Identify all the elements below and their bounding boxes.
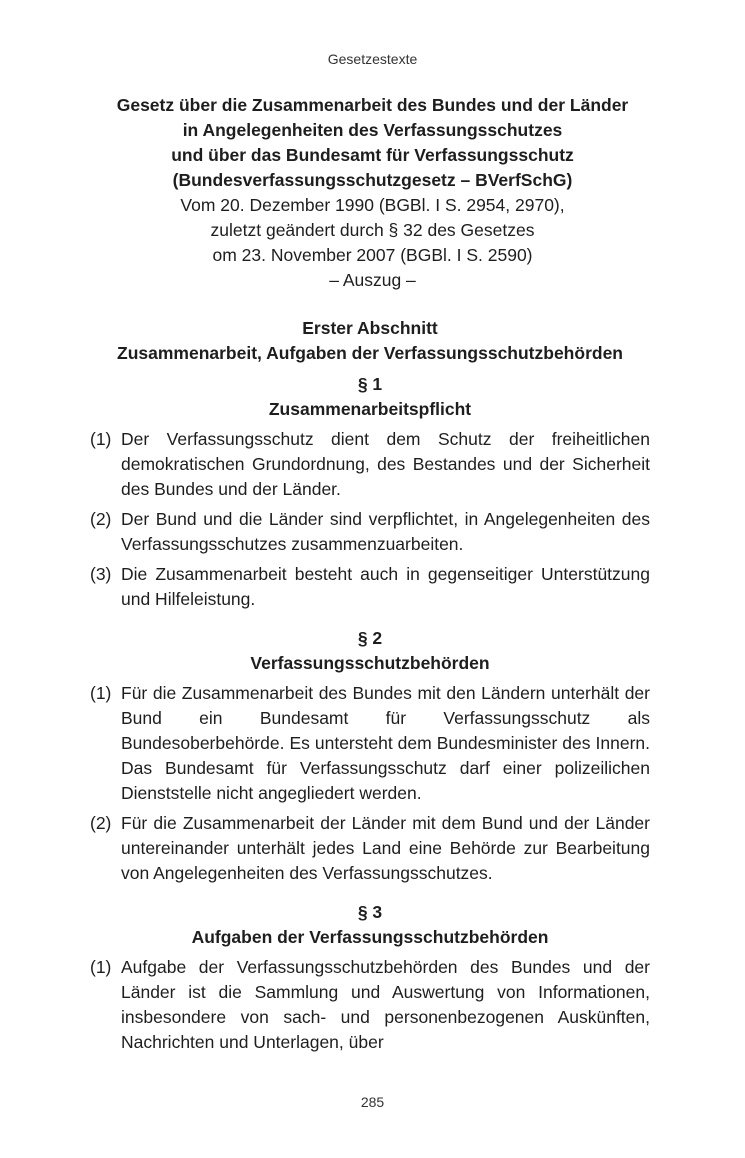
law-date-line: Vom 20. Dezember 1990 (BGBl. I S. 2954, 2970), xyxy=(180,195,565,215)
paragraph xyxy=(90,507,650,557)
chapter-heading xyxy=(90,316,650,366)
chapter-title: Zusammenarbeit, Aufgaben der Verfassungsschutzbehörden xyxy=(117,343,623,363)
law-title-line: in Angelegenheiten des Verfassungsschutzes xyxy=(182,120,563,140)
paragraph-text: Aufgabe der Verfassungsschutzbehörden des Bundes und der Länder ist die Sammlung und Auswertung von Informationen, insbesondere von sach- und personenbezogenen Auskünften, Nachrichten und Unterlagen, über xyxy=(121,957,650,1052)
law-body xyxy=(90,316,650,1055)
law-short-title: (Bundesverfassungsschutzgesetz – BVerfSchG) xyxy=(172,170,573,190)
section-number: § 3 xyxy=(357,902,383,922)
paragraph-text: Für die Zusammenarbeit des Bundes mit den Ländern unterhält der Bund ein Bundesamt für Verfassungsschutz als Bundesoberbehörde. Es untersteht dem Bundesminister des Innern. Das Bundesamt für Verfassungsschutz darf einer polizeilichen Dienststelle nicht angegliedert werden. xyxy=(121,683,650,803)
chapter-label: Erster Abschnitt xyxy=(302,318,438,338)
section-heading xyxy=(90,372,650,422)
law-amendment-line: om 23. November 2007 (BGBl. I S. 2590) xyxy=(212,245,533,265)
paragraph xyxy=(90,427,650,502)
excerpt-note: – Auszug – xyxy=(329,270,416,290)
paragraph-number: (2) xyxy=(90,813,112,833)
paragraph-text: Die Zusammenarbeit besteht auch in gegenseitiger Unterstützung und Hilfeleistung. xyxy=(121,564,650,609)
section-number: § 2 xyxy=(357,628,383,648)
paragraph-text: Für die Zusammenarbeit der Länder mit dem Bund und der Länder untereinander unterhält jedes Land eine Behörde zur Bearbeitung von Angelegenheiten des Verfassungsschutzes. xyxy=(121,813,650,883)
section-title: Verfassungsschutzbehörden xyxy=(250,653,490,673)
law-amendment-line: zuletzt geändert durch § 32 des Gesetzes xyxy=(210,220,535,240)
paragraph-number: (1) xyxy=(90,683,112,703)
paragraph xyxy=(90,811,650,886)
section-heading xyxy=(90,900,650,950)
page-number: 285 xyxy=(360,1094,385,1110)
paragraph-number: (1) xyxy=(90,957,112,977)
paragraph xyxy=(90,562,650,612)
law-title-block xyxy=(80,93,665,293)
section-title: Aufgaben der Verfassungsschutzbehörden xyxy=(191,927,549,947)
section-number: § 1 xyxy=(357,374,383,394)
paragraph-number: (1) xyxy=(90,429,112,449)
paragraph-text: Der Bund und die Länder sind verpflichtet, in Angelegenheiten des Verfassungsschutzes zusammenzuarbeiten. xyxy=(121,509,650,554)
paragraph xyxy=(90,681,650,806)
section-title: Zusammenarbeitspflicht xyxy=(268,399,472,419)
paragraph-number: (3) xyxy=(90,564,112,584)
paragraph-text: Der Verfassungsschutz dient dem Schutz der freiheitlichen demokratischen Grundordnung, des Bestandes und der Sicherheit des Bundes und der Länder. xyxy=(121,429,650,499)
paragraph-number: (2) xyxy=(90,509,112,529)
paragraph xyxy=(90,955,650,1055)
law-title-line: und über das Bundesamt für Verfassungsschutz xyxy=(171,145,574,165)
running-head: Gesetzestexte xyxy=(327,51,418,67)
section-heading xyxy=(90,626,650,676)
law-title-line: Gesetz über die Zusammenarbeit des Bundes und der Länder xyxy=(116,95,629,115)
